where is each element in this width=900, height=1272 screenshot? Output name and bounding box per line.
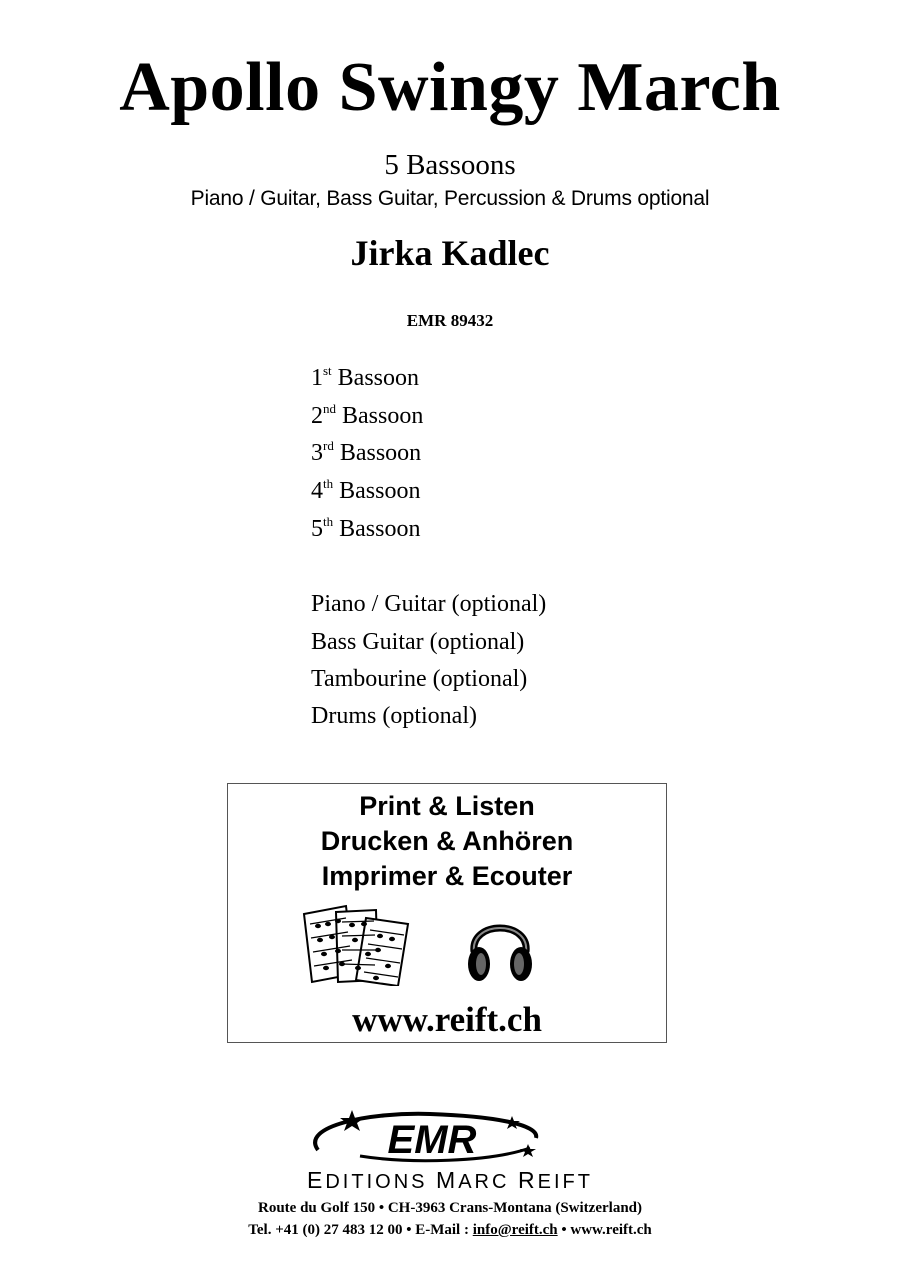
website-link[interactable]: www.reift.ch bbox=[352, 1000, 542, 1039]
optional-part-item: Drums (optional) bbox=[311, 703, 477, 730]
emr-logo bbox=[300, 1108, 560, 1164]
composer-name: Jirka Kadlec bbox=[350, 233, 550, 273]
catalog-number: EMR 89432 bbox=[406, 311, 494, 330]
optional-part-item: Bass Guitar (optional) bbox=[311, 628, 525, 655]
headphones-icon bbox=[466, 906, 534, 984]
list-spacer bbox=[311, 548, 546, 586]
sheet-music-icon bbox=[300, 904, 412, 986]
part-item: 4th Bassoon bbox=[311, 476, 421, 505]
promo-line-french: Imprimer & Ecouter bbox=[321, 861, 573, 891]
part-item: 2nd Bassoon bbox=[311, 400, 424, 429]
instrumentation-line: Piano / Guitar, Bass Guitar, Percussion & Drums optional bbox=[190, 187, 710, 210]
publisher-contact: Tel. +41 (0) 27 483 12 00 • E-Mail : info@reift.ch • www.reift.ch bbox=[248, 1222, 652, 1238]
promo-line-german: Drucken & Anhören bbox=[320, 826, 574, 856]
print-listen-box bbox=[227, 783, 667, 1043]
score-title: Apollo Swingy March bbox=[119, 49, 781, 126]
parts-list bbox=[311, 360, 546, 736]
optional-part-item: Piano / Guitar (optional) bbox=[311, 591, 547, 618]
logo-text: EMR bbox=[387, 1118, 477, 1162]
email-link[interactable]: info@reift.ch bbox=[472, 1222, 558, 1238]
publisher-address: Route du Golf 150 • CH-3963 Crans-Montana (Switzerland) bbox=[258, 1200, 642, 1216]
score-subtitle: 5 Bassoons bbox=[384, 149, 516, 181]
publisher-name: EDITIONS MARC REIFT bbox=[307, 1167, 593, 1193]
part-item: 3rd Bassoon bbox=[311, 438, 422, 467]
promo-line-english: Print & Listen bbox=[359, 791, 535, 821]
part-item: 5th Bassoon bbox=[311, 513, 421, 542]
optional-part-item: Tambourine (optional) bbox=[311, 666, 528, 693]
part-item: 1st Bassoon bbox=[311, 363, 420, 391]
